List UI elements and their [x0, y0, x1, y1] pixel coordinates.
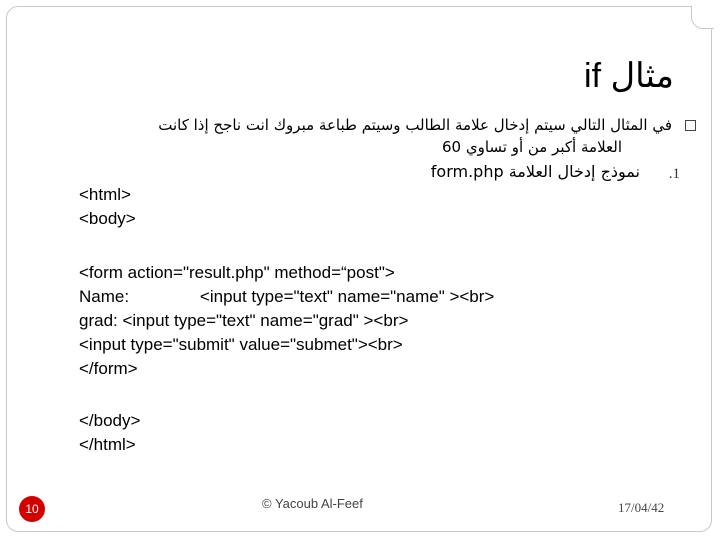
footer-date: 17/04/42: [618, 500, 665, 515]
numbered-item-text: نموذج إدخال العلامة form.php: [430, 162, 640, 181]
bullet-square-icon: [685, 120, 696, 131]
page-number-badge: 10: [19, 496, 45, 522]
bullet-text-line1: في المثال التالي سيتم إدخال علامة الطالب وسيتم طباعة مبروك انت ناجح إذا كانت: [158, 116, 672, 134]
bullet-text-line2: العلامة أكبر من أو تساوي 60: [441, 138, 622, 156]
corner-decoration: [691, 6, 714, 29]
code-html-close: </body> </html>: [79, 411, 141, 454]
slide-title: مثال if: [584, 57, 674, 95]
footer-author: © Yacoub Al-Feef: [262, 496, 363, 511]
code-html-open: <html> <body>: [79, 185, 136, 228]
list-number: .1: [668, 166, 680, 182]
code-form-block: <form action="result.php" method=“post"> Name: <input type="text" name="name" ><br> grad: <input type="text" name="grad" ><br> <input type="submit" value="submet"><br> </form>: [79, 263, 495, 378]
